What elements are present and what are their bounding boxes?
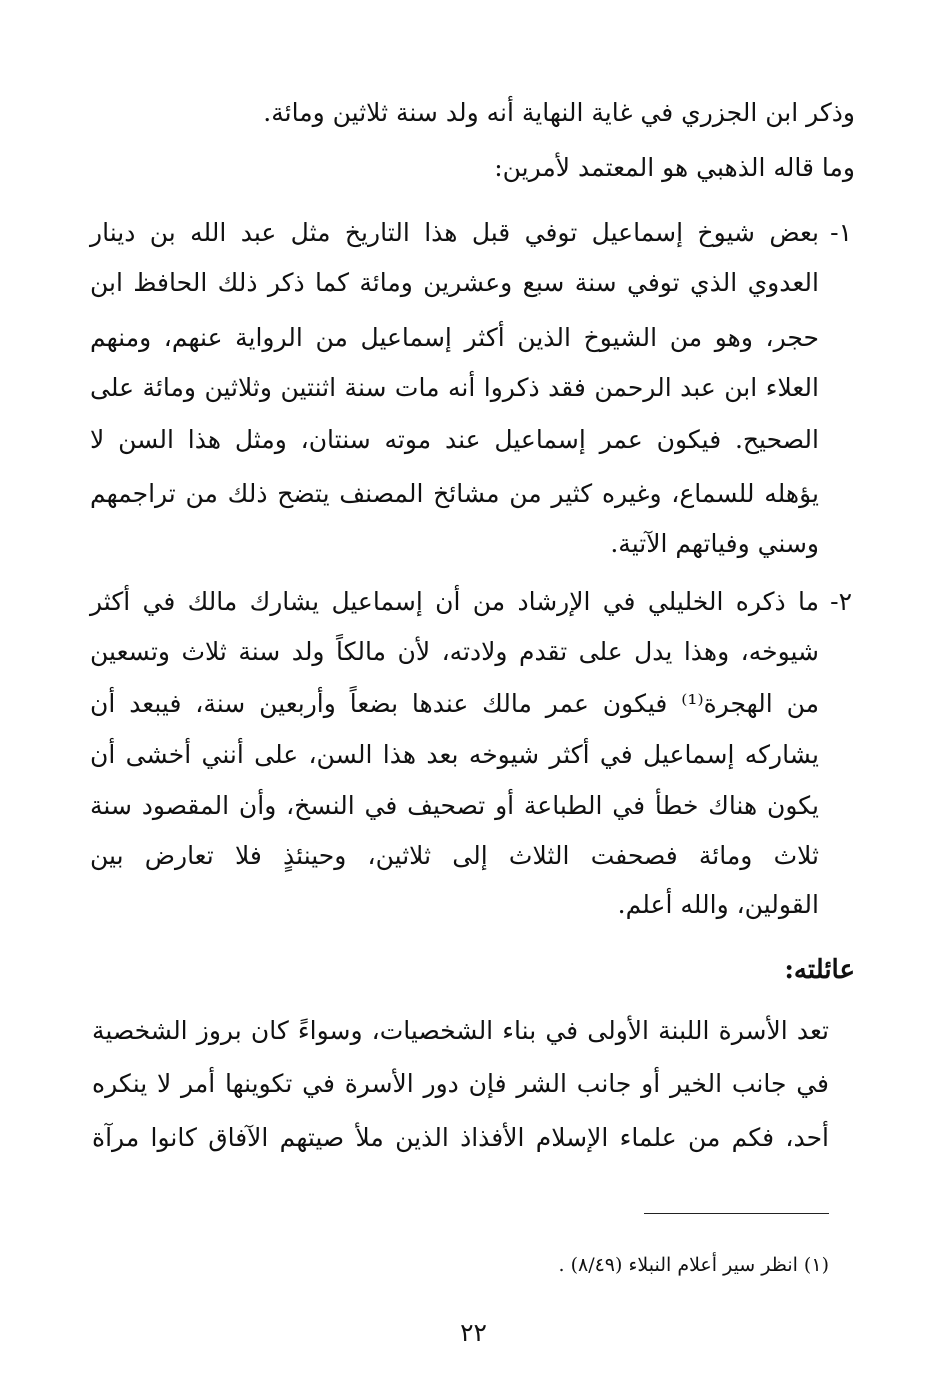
point-2-line-3: من الهجرة⁽¹⁾ فيكون عمر مالك عندها بضعاً وأربعين سنة، فيبعد أن xyxy=(90,689,819,718)
footnote-rule xyxy=(644,1213,829,1214)
point-1-line-1: بعض شيوخ إسماعيل توفي قبل هذا التاريخ مثل عبد الله بن دينار xyxy=(90,218,819,247)
point-2-line-2: شيوخه، وهذا يدل على تقدم ولادته، لأن مالكاً ولد سنة ثلاث وتسعين xyxy=(90,637,819,666)
point-2-number: ٢- xyxy=(830,587,852,616)
page-number: ٢٢ xyxy=(460,1318,487,1347)
footnote: (١) انظر سير أعلام النبلاء (٨/٤٩) . xyxy=(558,1254,829,1276)
intro-line-1: وذكر ابن الجزري في غاية النهاية أنه ولد سنة ثلاثين ومائة. xyxy=(263,98,855,127)
point-2-line-5: يكون هناك خطأ في الطباعة أو تصحيف في النسخ، وأن المقصود سنة xyxy=(90,791,819,820)
section-line-2: في جانب الخير أو جانب الشر فإن دور الأسرة في تكوينها أمر لا ينكره xyxy=(92,1069,829,1098)
point-1-line-3: حجر، وهو من الشيوخ الذين أكثر إسماعيل من الرواية عنهم، ومنهم xyxy=(90,323,819,352)
point-2-line-4: يشاركه إسماعيل في أكثر شيوخه بعد هذا السن، على أنني أخشى أن xyxy=(90,740,819,769)
section-line-3: أحد، فكم من علماء الإسلام الأفذاذ الذين ملأ صيتهم الآفاق كانوا مرآة xyxy=(92,1123,829,1152)
point-1-number: ١- xyxy=(830,218,852,247)
point-2-line-1: ما ذكره الخليلي في الإرشاد من أن إسماعيل يشارك مالك في أكثر xyxy=(90,587,819,616)
point-1-line-6: يؤهله للسماع، وغيره كثير من مشائخ المصنف يتضح ذلك من تراجمهم xyxy=(90,479,819,508)
point-1-line-5: الصحيح. فيكون عمر إسماعيل عند موته سنتان، ومثل هذا السن لا xyxy=(90,425,819,454)
section-heading: عائلته: xyxy=(784,955,855,985)
section-line-1: تعد الأسرة اللبنة الأولى في بناء الشخصيات، وسواءً كان بروز الشخصية xyxy=(92,1016,829,1045)
point-1-line-7: وسني وفياتهم الآتية. xyxy=(610,529,819,558)
point-1-line-2: العدوي الذي توفي سنة سبع وعشرين ومائة كما ذكر ذلك الحافظ ابن xyxy=(90,268,819,297)
point-2-line-6: ثلاث ومائة فصحفت الثلاث إلى ثلاثين، وحينئذٍ فلا تعارض بين xyxy=(90,841,819,870)
point-1-line-4: العلاء ابن عبد الرحمن فقد ذكروا أنه مات سنة اثنتين وثلاثين ومائة على xyxy=(90,373,819,402)
intro-line-2: وما قاله الذهبي هو المعتمد لأمرين: xyxy=(494,153,855,182)
point-2-line-7: القولين، والله أعلم. xyxy=(617,890,819,919)
